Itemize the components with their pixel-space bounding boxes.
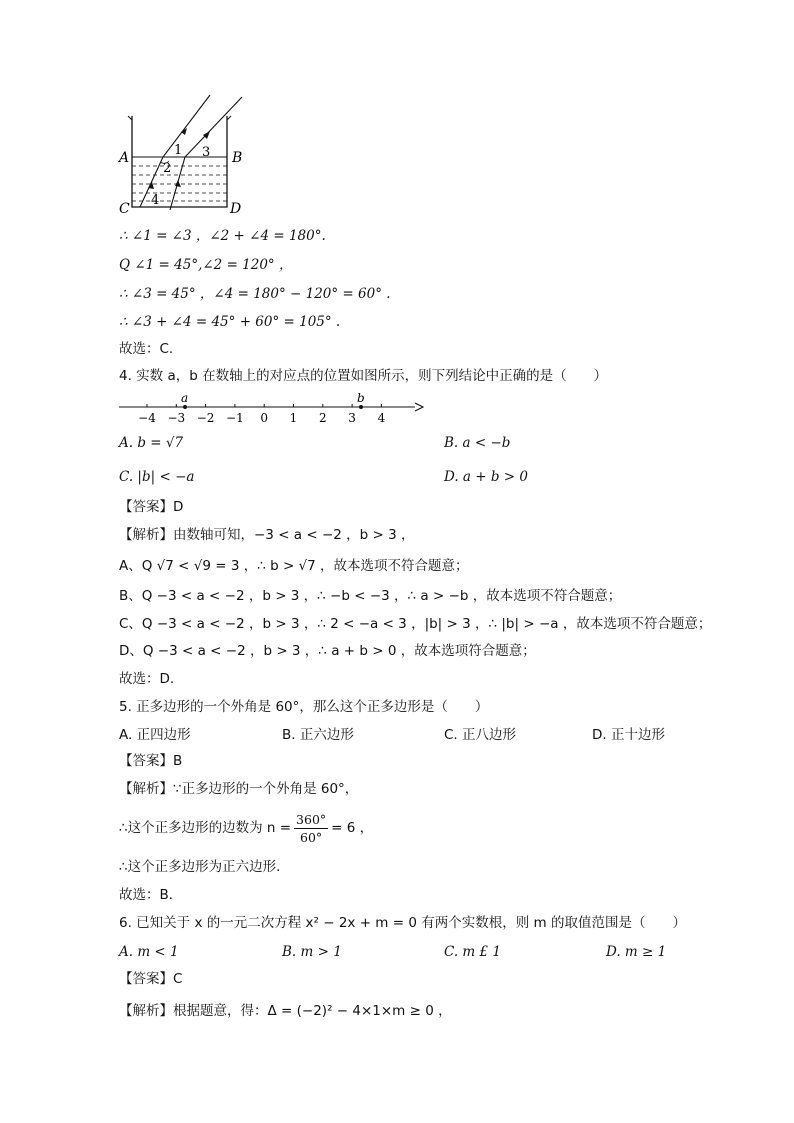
label-1: 1 — [174, 143, 183, 158]
q4-analysis-5: D、Q −3 < a < −2 ，b > 3 ，∴ a + b > 0 ，故本选项符合题意； — [119, 643, 536, 659]
number-line-tick-label: 4 — [377, 411, 386, 425]
q6-option-c: C. m £ 1 — [444, 944, 501, 960]
label-A: A — [119, 150, 130, 166]
q4-option-d: D. a + b > 0 — [444, 469, 528, 485]
q4-choice: 故选：D. — [119, 671, 175, 687]
label-4: 4 — [151, 193, 160, 208]
q4-analysis-1: 【解析】由数轴可知，−3 < a < −2 ，b > 3 ， — [119, 527, 415, 543]
q3-line4: ∴ ∠3 + ∠4 = 45° + 60° = 105° . — [119, 314, 341, 330]
q5-answer: 【答案】B — [119, 753, 183, 769]
q3-line1: ∴ ∠1 = ∠3 ，∠2 + ∠4 = 180°. — [119, 228, 326, 244]
q4-option-c: C. |b| < −a — [119, 469, 195, 485]
q4-stem: 4. 实数 a，b 在数轴上的对应点的位置如图所示，则下列结论中正确的是（ ） — [119, 368, 608, 384]
q4-answer: 【答案】D — [119, 499, 184, 515]
point-b — [359, 405, 363, 409]
q5-option-b: B. 正六边形 — [282, 727, 354, 743]
arrow-4 — [175, 180, 181, 187]
fraction-360-over-60 — [294, 811, 328, 846]
number-line-tick-label: 0 — [260, 411, 269, 425]
fraction-numerator: 360° — [296, 811, 327, 827]
fraction-denominator: 60° — [300, 829, 323, 845]
q5-analysis-2-pre: ∴这个正多边形的边数为 n = — [119, 820, 292, 836]
q6-stem: 6. 已知关于 x 的一元二次方程 x² − 2x + m = 0 有两个实数根，则 m 的取值范围是（ ） — [119, 915, 686, 931]
number-line-tick-label: −2 — [196, 411, 215, 425]
label-2: 2 — [163, 161, 172, 176]
number-line-tick-label: 3 — [348, 411, 356, 425]
label-C: C — [119, 201, 130, 217]
q4-option-b: B. a < −b — [444, 435, 511, 451]
q5-option-a: A. 正四边形 — [119, 727, 191, 743]
q5-option-d: D. 正十边形 — [592, 727, 665, 743]
q5-analysis-2 — [119, 808, 373, 848]
q4-analysis-3: B、Q −3 < a < −2 ，b > 3 ，∴ −b < −3 ，∴ a > −b ，故本选项不符合题意； — [119, 588, 622, 604]
number-line-arrow — [415, 403, 423, 411]
q5-choice: 故选：B． — [119, 887, 183, 903]
q4-analysis-2: A、Q √7 < √9 = 3 ，∴ b > √7 ，故本选项不符合题意； — [119, 558, 469, 574]
q4-option-a: A. b = √7 — [119, 435, 184, 451]
number-line-tick-label: 2 — [318, 411, 327, 425]
number-line-tick-label: −1 — [226, 411, 244, 425]
number-line-tick-label: 1 — [289, 411, 298, 425]
number-line-tick-label: −4 — [138, 411, 156, 425]
q6-option-a: A. m < 1 — [119, 944, 179, 960]
arrow-2 — [203, 131, 210, 139]
point-a-label: a — [181, 391, 189, 405]
q6-option-b: B. m > 1 — [282, 944, 342, 960]
number-line-tick-label: −3 — [167, 411, 186, 425]
label-D: D — [230, 201, 242, 217]
q5-analysis-1: 【解析】∵正多边形的一个外角是 60°， — [119, 781, 359, 797]
beaker-rim — [128, 116, 231, 120]
q6-option-d: D. m ≥ 1 — [606, 944, 667, 960]
q5-stem: 5. 正多边形的一个外角是 60°，那么这个正多边形是（ ） — [119, 699, 489, 715]
point-a — [183, 405, 187, 409]
q5-analysis-3: ∴这个正多边形为正六边形. — [119, 859, 281, 875]
beaker-figure — [115, 92, 255, 217]
q5-option-c: C. 正八边形 — [444, 727, 517, 743]
number-line — [115, 390, 435, 426]
label-3: 3 — [202, 145, 211, 160]
point-b-label: b — [357, 391, 365, 405]
q3-line2: Q ∠1 = 45°,∠2 = 120° ， — [119, 257, 293, 273]
q6-analysis-1: 【解析】根据题意，得：Δ = (−2)² − 4×1×m ≥ 0 ， — [119, 1003, 452, 1019]
q3-choice: 故选：C. — [119, 341, 174, 357]
q6-answer: 【答案】C — [119, 971, 183, 987]
label-B: B — [232, 150, 243, 166]
q3-line3: ∴ ∠3 = 45° ，∠4 = 180° − 120° = 60° . — [119, 286, 391, 302]
q5-analysis-2-post: = 6 ， — [331, 820, 374, 836]
q4-analysis-4: C、Q −3 < a < −2 ，b > 3 ，∴ 2 < −a < 3 ，|b| > 3 ，∴ |b| > −a ，故本选项不符合题意； — [119, 616, 712, 632]
